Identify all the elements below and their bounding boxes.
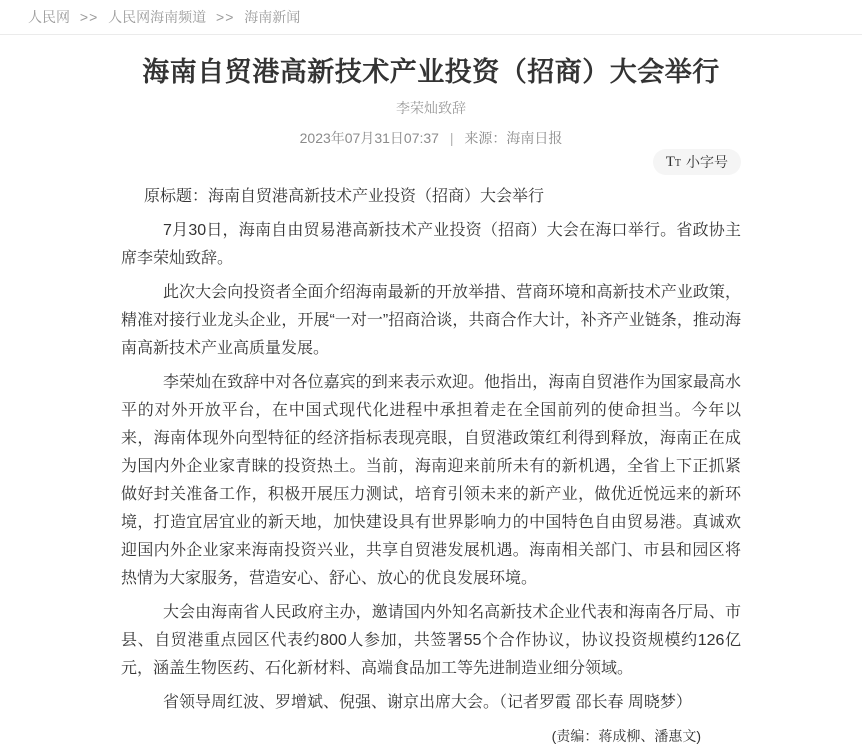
publish-date: 2023年07月31日07:37: [299, 130, 439, 146]
article-paragraph: 李荣灿在致辞中对各位嘉宾的到来表示欢迎。他指出，海南自贸港作为国家最高水平的对外开放平台，在中国式现代化进程中承担着走在全国前列的使命担当。今年以来，海南体现外向型特征的经济指标表现亮眼，自贸港政策红利得到释放，海南正在成为国内外企业家青睐的投资热土。当前，海南迎来前所未有的新机遇，全省上下正抓紧做好封关准备工作，积极开展压力测试，培育引领未来的新产业，做优近悦远来的新环境，打造宜居宜业的新天地，加快建设具有世界影响力的中国特色自由贸易港。真诚欢迎国内外企业家来海南投资兴业，共享自贸港发展机遇。海南相关部门、市县和园区将热情为大家服务，营造安心、舒心、放心的优良发展环境。: [121, 374, 741, 587]
article-paragraph: 7月30日，海南自由贸易港高新技术产业投资（招商）大会在海口举行。省政协主席李荣灿致辞。: [121, 222, 741, 267]
breadcrumb-link-hainan-channel[interactable]: 人民网海南频道: [108, 9, 207, 25]
font-size-button[interactable]: [653, 149, 741, 175]
article-subtitle: 李荣灿致辞: [396, 100, 466, 116]
font-size-icon: TT: [665, 153, 681, 170]
editor-credit: (责编：蒋成柳、潘惠文): [551, 728, 701, 744]
article-paragraph: 此次大会向投资者全面介绍海南最新的开放举措、营商环境和高新技术产业政策，精准对接行业龙头企业，开展“一对一”招商洽谈，共商合作大计，补齐产业链条，推动海南高新技术产业高质量发展。: [121, 284, 741, 357]
article-body: [121, 183, 741, 745]
font-size-button-label: 小字号: [686, 154, 728, 170]
original-title-text: 海南自贸港高新技术产业投资（招商）大会举行: [208, 188, 545, 205]
page-title: 海南自贸港高新技术产业投资（招商）大会举行: [142, 57, 720, 87]
breadcrumb-separator: >>: [79, 9, 99, 25]
breadcrumb: [0, 0, 862, 35]
source-label: 来源：: [464, 130, 507, 146]
breadcrumb-link-peoples-net[interactable]: 人民网: [28, 9, 70, 25]
article-paragraph: 大会由海南省人民政府主办，邀请国内外知名高新技术企业代表和海南各厅局、市县、自贸港重点园区代表约800人参加，共签署55个合作协议，协议投资规模约126亿元，涵盖生物医药、石化新材料、高端食品加工等先进制造业细分领域。: [121, 604, 741, 677]
source-link[interactable]: 海南日报: [506, 130, 563, 146]
article-column: [121, 55, 741, 745]
meta-separator: |: [449, 130, 454, 146]
original-title-line: [121, 183, 741, 211]
article-paragraph: 省领导周红波、罗增斌、倪强、谢京出席大会。（记者罗霞 邵长春 周晓梦）: [163, 694, 692, 711]
breadcrumb-separator: >>: [216, 9, 235, 25]
article-toolbar: [121, 149, 741, 175]
article-meta: [121, 129, 741, 147]
breadcrumb-link-hainan-news[interactable]: 海南新闻: [244, 9, 301, 25]
original-title-label: 原标题：: [144, 188, 209, 205]
